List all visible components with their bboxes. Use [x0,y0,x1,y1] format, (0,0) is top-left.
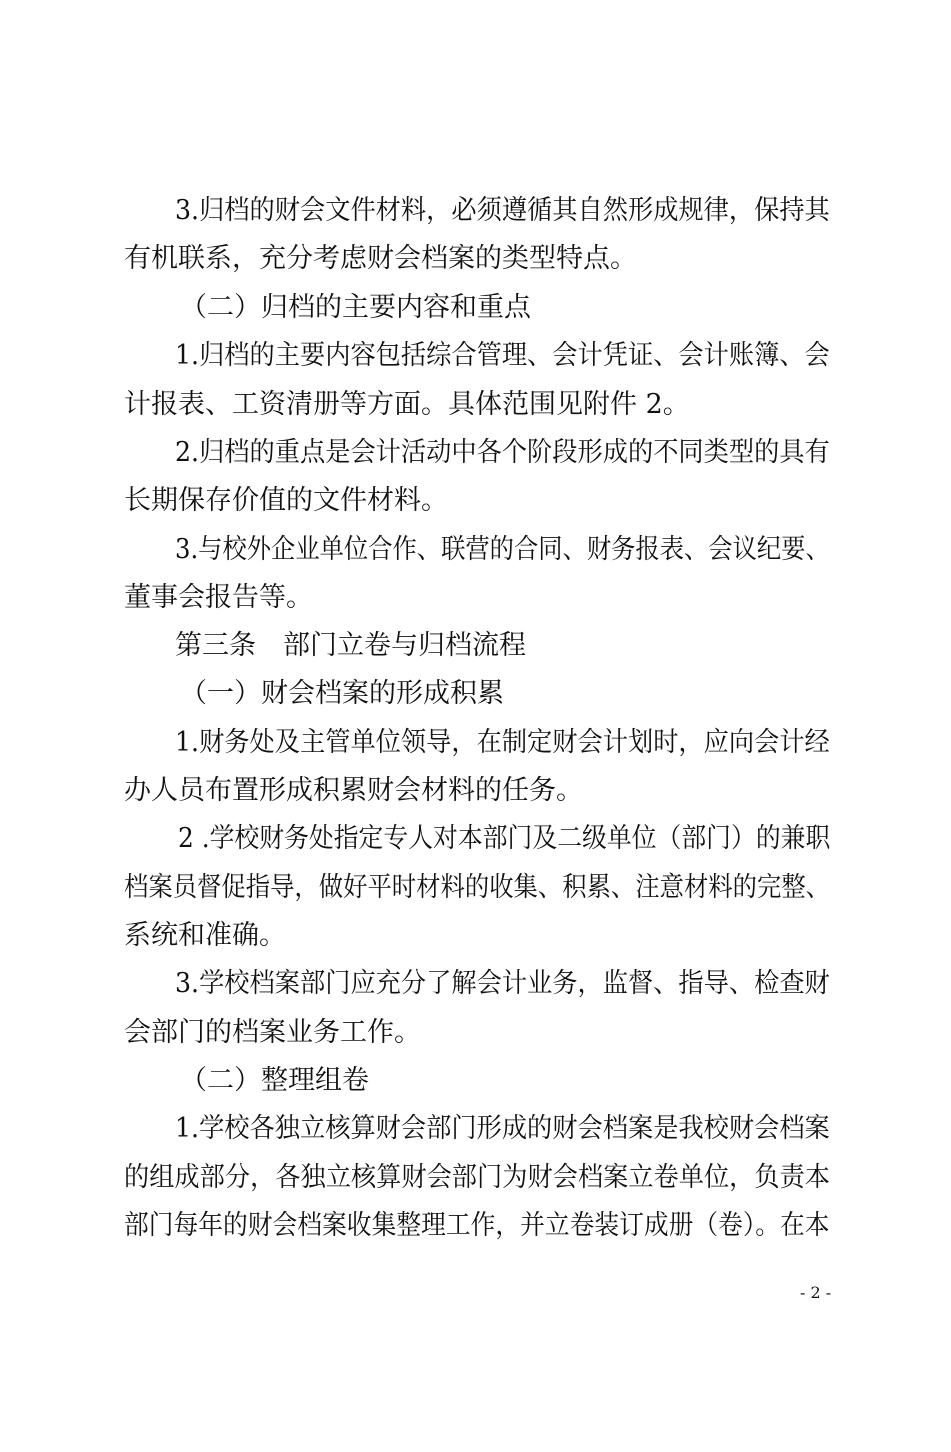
text-line: 3.与校外企业单位合作、联营的合同、财务报表、会议纪要、 [175,534,830,565]
text-line: 办人员布置形成积累财会材料的任务。 [124,775,583,806]
text-line: 1.财务处及主管单位领导，在制定财会计划时，应向会计经 [175,727,830,758]
text-line: 有机联系，充分考虑财会档案的类型特点。 [124,243,637,274]
text-line: 系统和准确。 [124,920,286,951]
text-line: 会部门的档案业务工作。 [124,1017,421,1048]
text-line: 计报表、工资清册等方面。具体范围见附件 2。 [124,389,690,420]
text-line: 的组成部分，各独立核算财会部门为财会档案立卷单位，负责本 [124,1162,831,1193]
section-heading: （一）财会档案的形成积累 [180,678,504,709]
page-number: - 2 - [800,1283,832,1302]
section-heading: （二）归档的主要内容和重点 [180,292,531,323]
text-line: 3.学校档案部门应充分了解会计业务，监督、指导、检查财 [175,968,830,999]
text-line: 1.归档的主要内容包括综合管理、会计凭证、会计账簿、会 [175,340,830,371]
text-line: 长期保存价值的文件材料。 [124,485,448,516]
text-line: 2 .学校财务处指定专人对本部门及二级单位（部门）的兼职 [178,823,831,854]
text-line: 3.归档的财会文件材料，必须遵循其自然形成规律，保持其 [175,195,830,226]
text-line: 部门每年的财会档案收集整理工作，并立卷装订成册（卷）。在本 [124,1210,830,1241]
article-heading: 第三条 部门立卷与归档流程 [175,630,526,661]
section-heading: （二）整理组卷 [180,1065,369,1096]
text-line: 董事会报告等。 [124,582,313,613]
text-line: 1.学校各独立核算财会部门形成的财会档案是我校财会档案 [175,1113,830,1144]
text-line: 档案员督促指导，做好平时材料的收集、积累、注意材料的完整、 [124,872,831,903]
text-line: 2.归档的重点是会计活动中各个阶段形成的不同类型的具有 [175,437,830,468]
